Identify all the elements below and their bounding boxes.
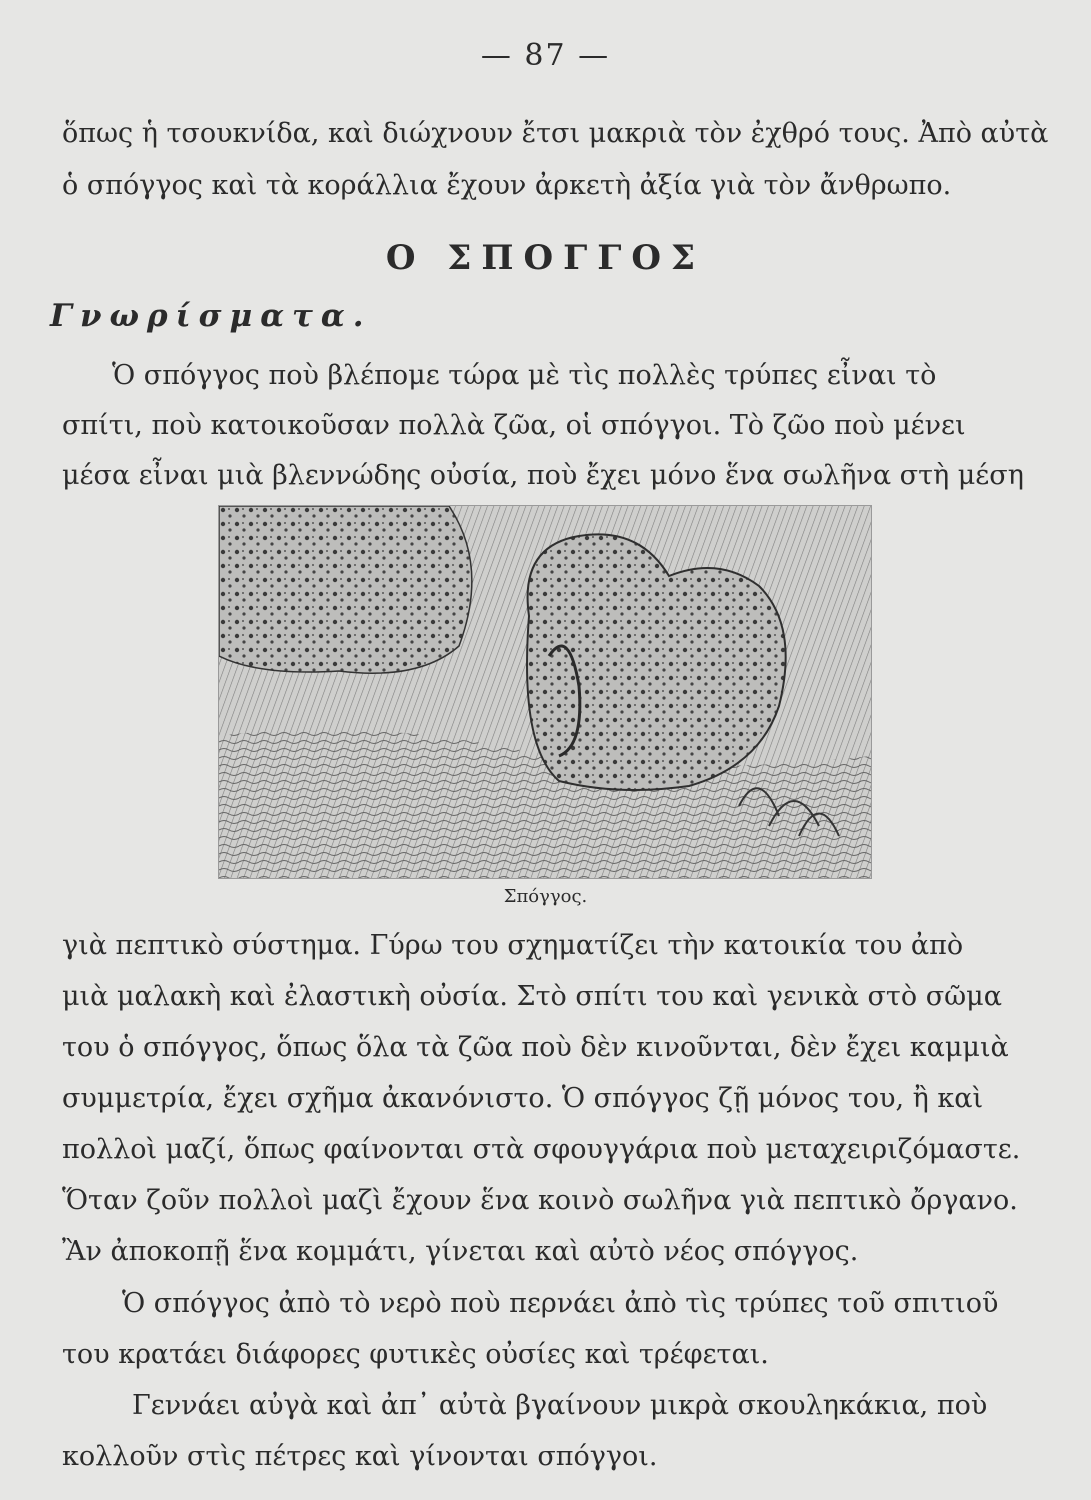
paragraph-line: συμμετρία, ἔχει σχῆμα ἀκανόνιστο. Ὁ σπόγγος ζῇ μόνος του, ἢ καὶ <box>62 1083 984 1114</box>
paragraph-line: Γεννάει αὐγὰ καὶ ἀπ᾿ αὐτὰ βγαίνουν μικρὰ σκουληκάκια, ποὺ <box>132 1390 988 1421</box>
page-number: — 87 — <box>480 38 611 73</box>
paragraph-line: Ὁ σπόγγος ἀπὸ τὸ νερὸ ποὺ περνάει ἀπὸ τὶς τρύπες τοῦ σπιτιοῦ <box>122 1288 999 1319</box>
paragraph-line: Ὁ σπόγγος ποὺ βλέπομε τώρα μὲ τὶς πολλὲς τρύπες εἶναι τὸ <box>112 360 937 391</box>
intro-line: ὅπως ἡ τσουκνίδα, καὶ διώχνουν ἔτσι μακριὰ τὸν ἐχθρό τους. Ἀπὸ αὐτὰ <box>62 118 1049 149</box>
paragraph-line: του ὁ σπόγγος, ὅπως ὅλα τὰ ζῶα ποὺ δὲν κινοῦνται, δὲν ἔχει καμμιὰ <box>62 1032 1009 1063</box>
paragraph-line: μέσα εἶναι μιὰ βλεννώδης οὐσία, ποὺ ἔχει μόνο ἕνα σωλῆνα στὴ μέση <box>62 460 1024 491</box>
paragraph-line: μιὰ μαλακὴ καὶ ἐλαστικὴ οὐσία. Στὸ σπίτι του καὶ γενικὰ στὸ σῶμα <box>62 981 1002 1012</box>
section-heading: Ο ΣΠΟΓΓΟΣ <box>385 238 706 278</box>
sponge-engraving-icon <box>219 506 871 878</box>
paragraph-line: Ἂν ἀποκοπῇ ἕνα κομμάτι, γίνεται καὶ αὐτὸ νέος σπόγγος. <box>62 1236 859 1267</box>
paragraph-line: Ὅταν ζοῦν πολλοὶ μαζὶ ἔχουν ἕνα κοινὸ σωλῆνα γιὰ πεπτικὸ ὄργανο. <box>62 1185 1018 1216</box>
subheading: Γνωρίσματα. <box>50 298 372 334</box>
paragraph-line: γιὰ πεπτικὸ σύστημα. Γύρω του σχηματίζει τὴν κατοικία του ἀπὸ <box>62 930 964 961</box>
paragraph-line: κολλοῦν στὶς πέτρες καὶ γίνονται σπόγγοι. <box>62 1441 658 1472</box>
sponge-illustration <box>218 505 872 879</box>
intro-line: ὁ σπόγγος καὶ τὰ κοράλλια ἔχουν ἀρκετὴ ἀξία γιὰ τὸν ἄνθρωπο. <box>62 170 952 201</box>
paragraph-line: σπίτι, ποὺ κατοικοῦσαν πολλὰ ζῶα, οἱ σπόγγοι. Τὸ ζῶο ποὺ μένει <box>62 410 966 441</box>
paragraph-line: του κρατάει διάφορες φυτικὲς οὐσίες καὶ τρέφεται. <box>62 1339 769 1370</box>
figure-caption: Σπόγγος. <box>503 886 588 907</box>
paragraph-line: πολλοὶ μαζί, ὅπως φαίνονται στὰ σφουγγάρια ποὺ μεταχειριζόμαστε. <box>62 1134 1021 1165</box>
